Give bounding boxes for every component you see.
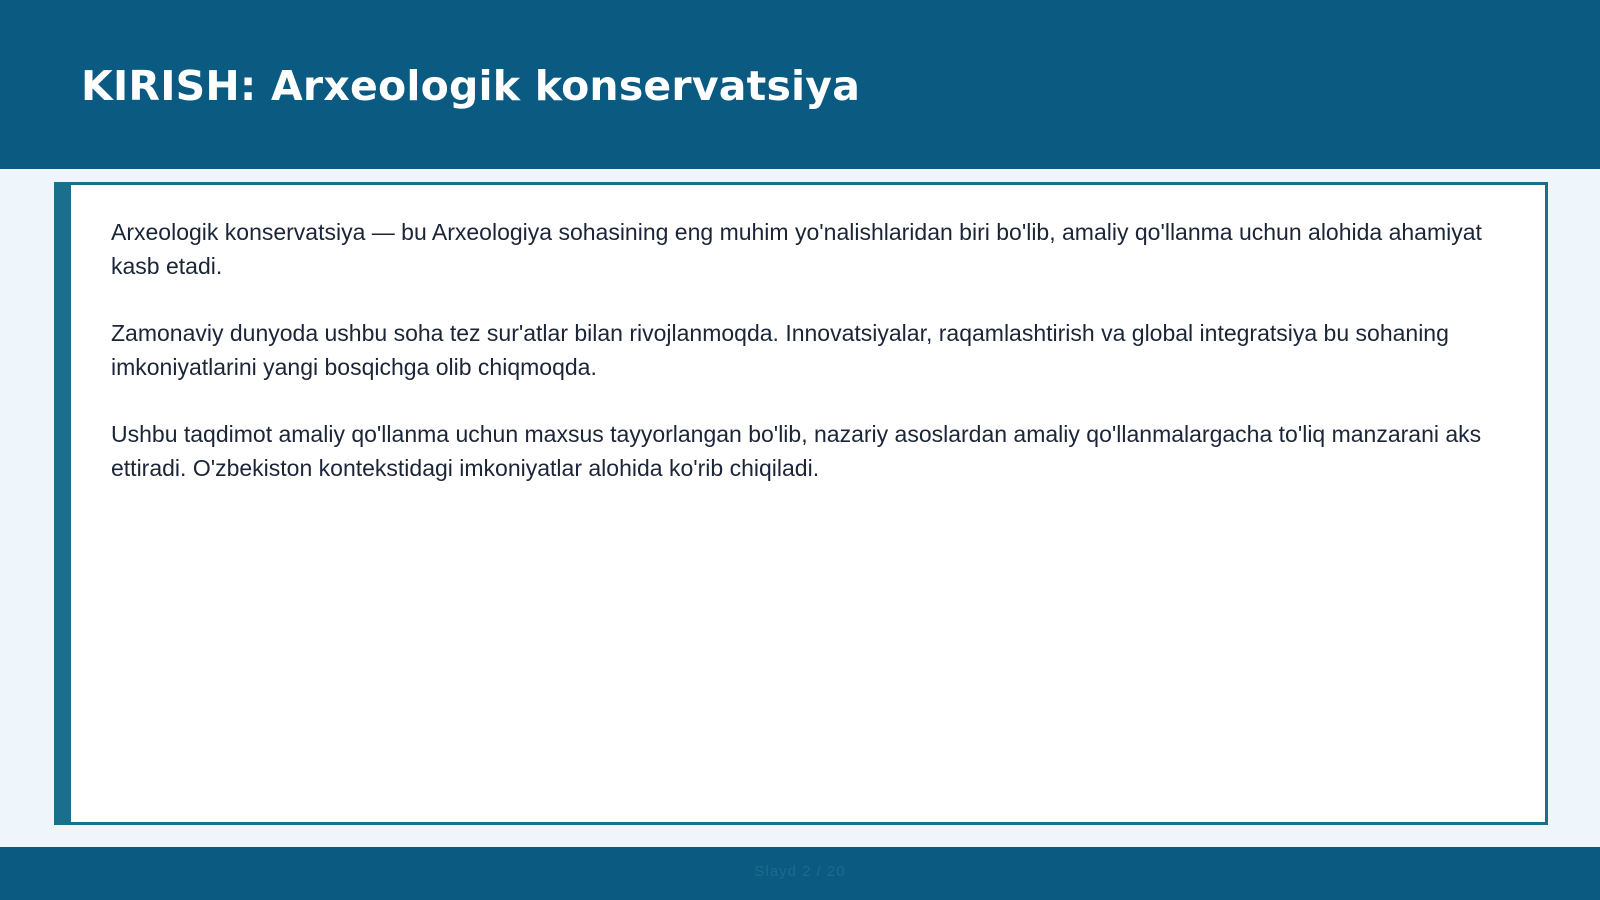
paragraph-1: Arxeologik konservatsiya — bu Arxeologiya sohasining eng muhim yo'nalishlaridan biri bo'lib, amaliy qo'llanma uchun alohida ahamiyat kasb etadi.: [111, 219, 1482, 279]
content-card: [54, 182, 1548, 825]
paragraph-3: Ushbu taqdimot amaliy qo'llanma uchun maxsus tayyorlangan bo'lib, nazariy asoslardan amaliy qo'llanmalargacha to'liq manzarani aks ettiradi. O'zbekiston kontekstidagi imkoniyatlar alohida ko'rib chiqiladi.: [111, 421, 1482, 481]
slide-title: KIRISH: Arxeologik konservatsiya: [81, 62, 861, 110]
paragraph-2: Zamonaviy dunyoda ushbu soha tez sur'atlar bilan rivojlanmoqda. Innovatsiyalar, raqamlashtirish va global integratsiya bu sohaning imkoniyatlarini yangi bosqichga olib chiqmoqda.: [111, 320, 1449, 380]
slide-number: Slayd 2 / 20: [754, 863, 846, 880]
slide-footer: [0, 847, 1600, 900]
content-text: [111, 215, 1511, 518]
slide-header: [0, 0, 1600, 169]
